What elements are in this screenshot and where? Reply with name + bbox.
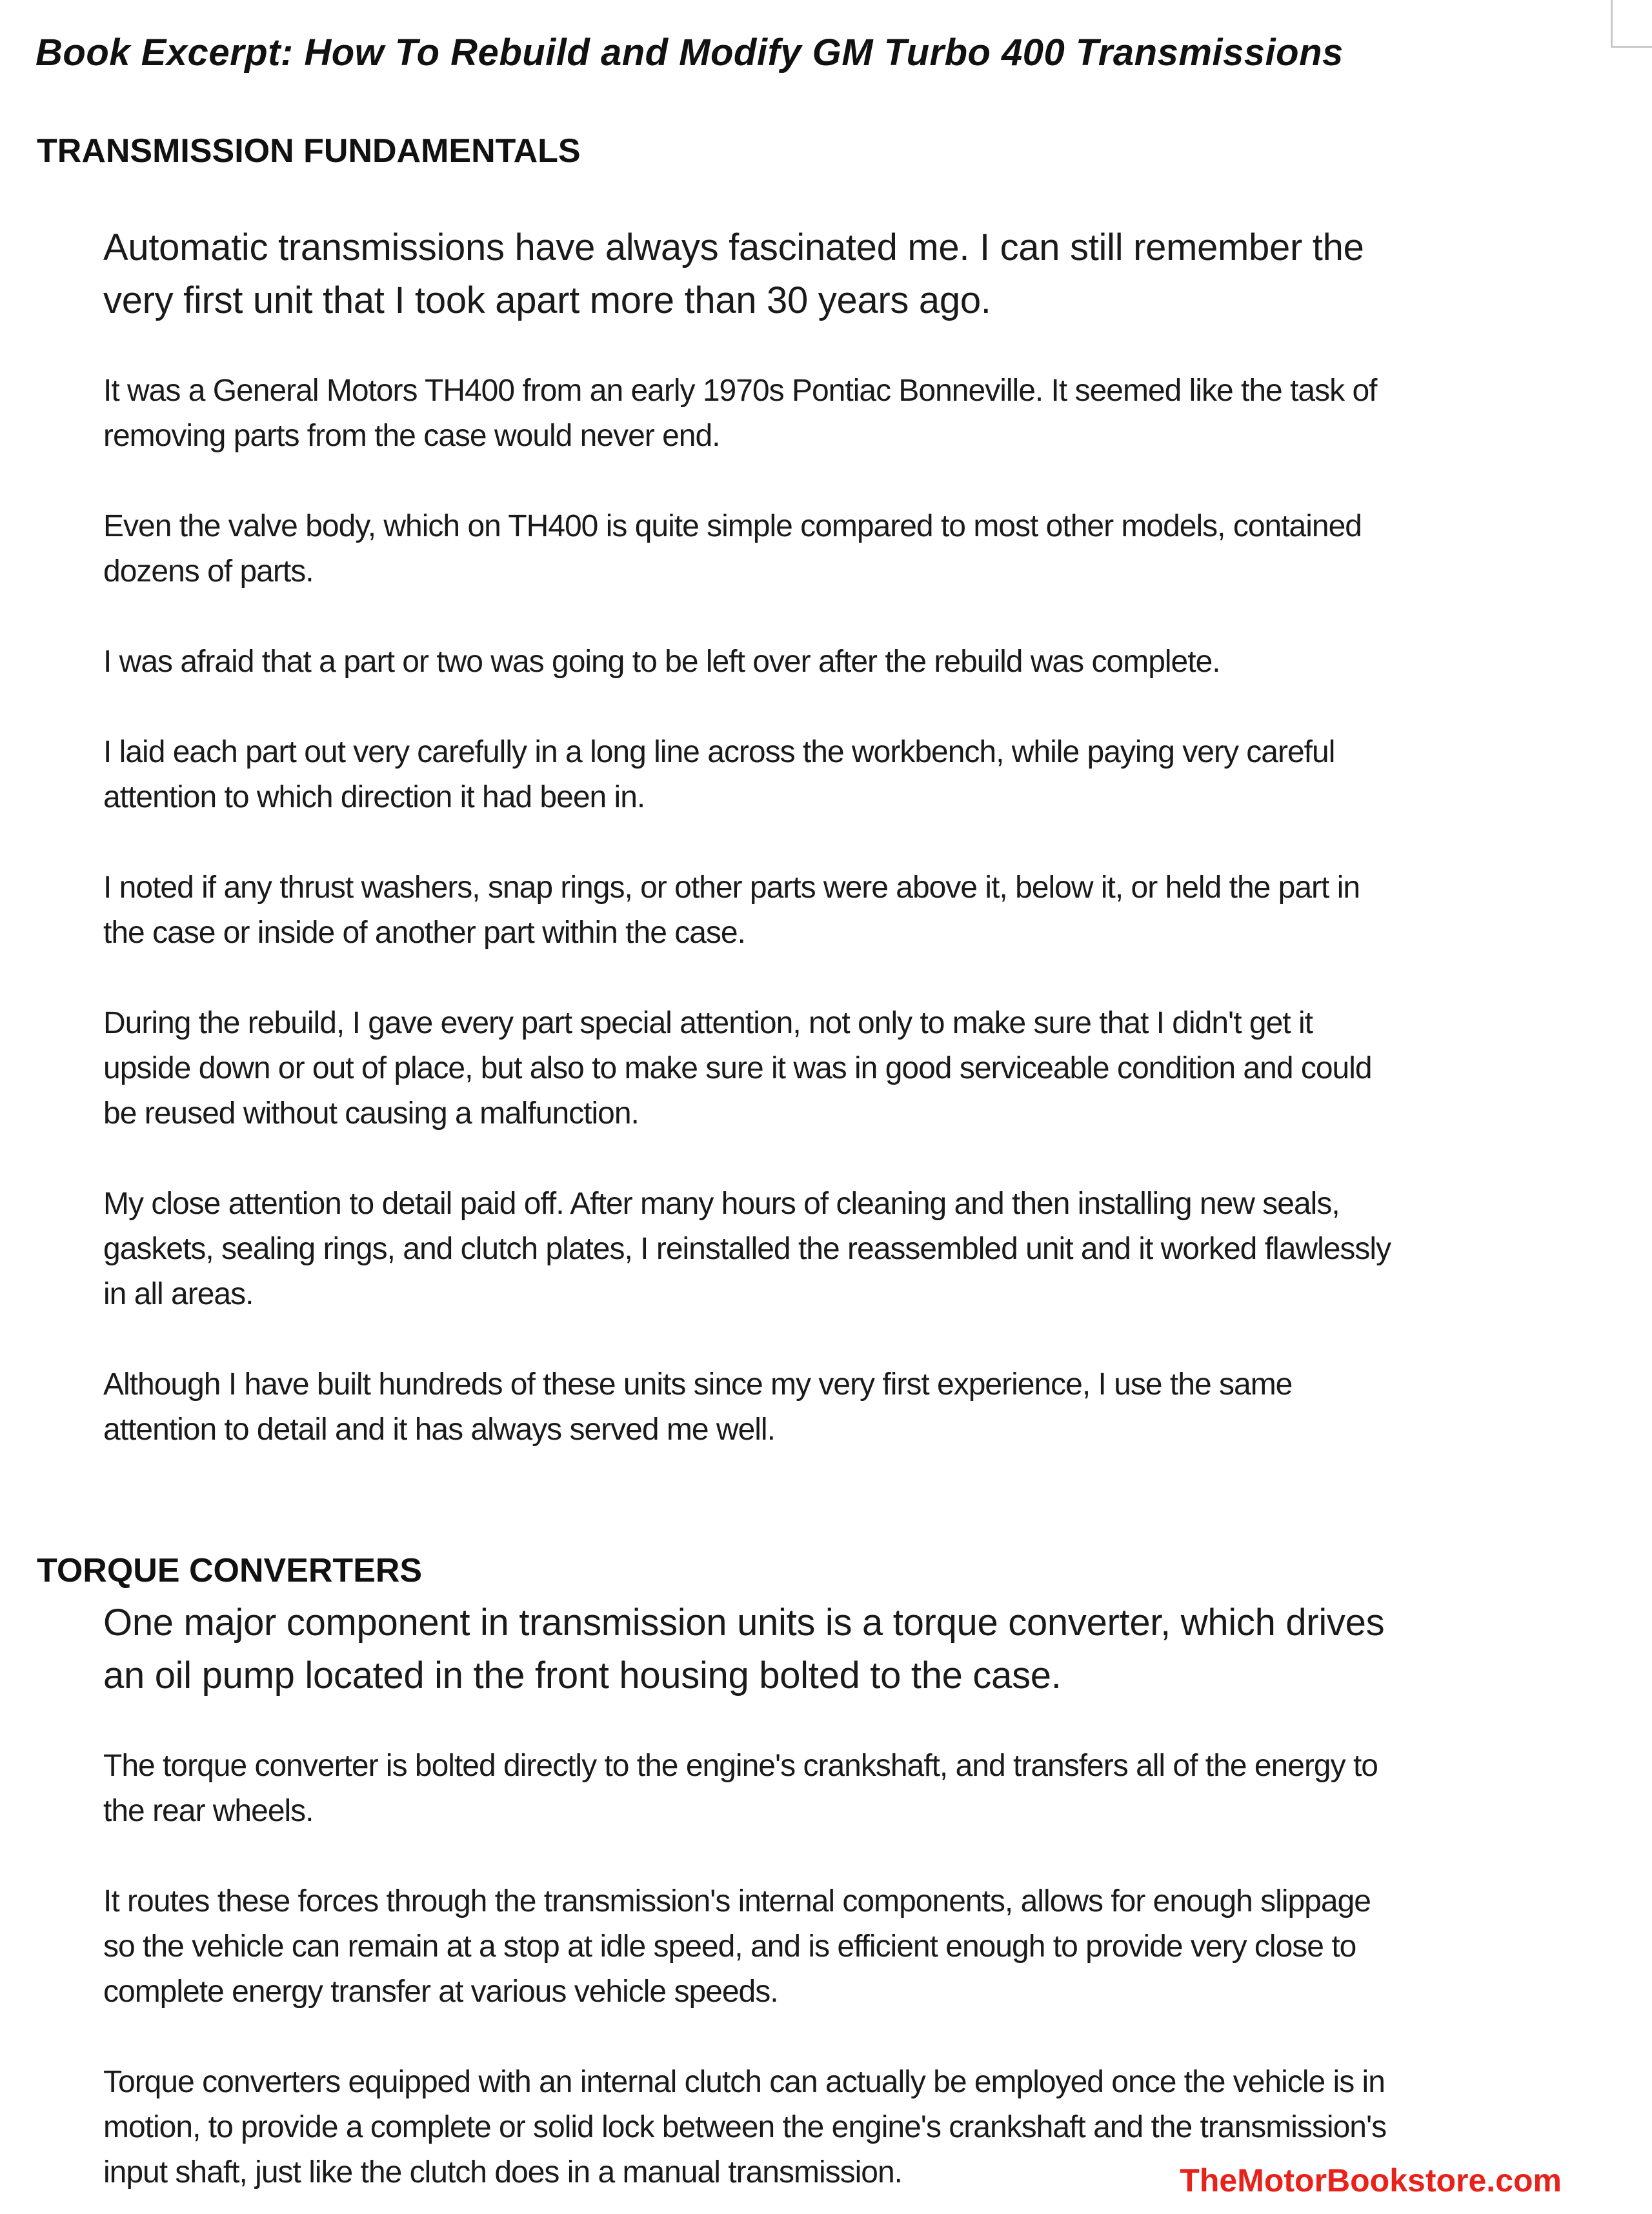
paragraph: Torque converters equipped with an internal clutch can actually be employed once the vehicle is in motion, to provide a complete or solid lock between the engine's crankshaft and the transmission's input shaft, just like the clutch does in a manual transmission. [103,2065,1387,2189]
paragraph: Although I have built hundreds of these units since my very first experience, I use the same attention to detail and it has always served me well. [103,1367,1293,1447]
paragraph: I laid each part out very carefully in a long line across the workbench, while paying very careful attention to which direction it had been in. [103,735,1335,814]
paragraph: It was a General Motors TH400 from an early 1970s Pontiac Bonneville. It seemed like the task of removing parts from the case would never end. [103,374,1377,453]
paragraph: Even the valve body, which on TH400 is quite simple compared to most other models, contained dozens of parts. [103,509,1362,589]
section-body-transmission-fundamentals [103,221,1400,1453]
watermark-site-name: TheMotorBookstore.com [1180,2162,1562,2199]
paragraph: I noted if any thrust washers, snap rings, or other parts were above it, below it, or held the part in the case or inside of another part within the case. [103,871,1360,950]
paragraph: The torque converter is bolted directly to the engine's crankshaft, and transfers all of the energy to the rear wheels. [103,1749,1378,1828]
section-heading-transmission-fundamentals: TRANSMISSION FUNDAMENTALS [37,132,581,170]
document-title: Book Excerpt: How To Rebuild and Modify GM Turbo 400 Transmissions [35,32,1344,74]
section-heading-torque-converters: TORQUE CONVERTERS [37,1552,423,1589]
paragraph: I was afraid that a part or two was going to be left over after the rebuild was complete. [103,645,1220,679]
paragraph: During the rebuild, I gave every part special attention, not only to make sure that I didn't get it upside down or out of place, but also to make sure it was in good serviceable condition and could be reused without causing a malfunction. [103,1006,1372,1131]
lead-paragraph: Automatic transmissions have always fascinated me. I can still remember the very first unit that I took apart more than 30 years ago. [103,226,1364,321]
lead-paragraph: One major component in transmission units is a torque converter, which drives an oil pump located in the front housing bolted to the case. [103,1602,1385,1696]
paragraph: My close attention to detail paid off. After many hours of cleaning and then installing new seals, gaskets, sealing rings, and clutch plates, I reinstalled the reassembled unit and it worked flawlessly in all areas. [103,1187,1391,1311]
paragraph: It routes these forces through the transmission's internal components, allows for enough slippage so the vehicle can remain at a stop at idle speed, and is efficient enough to provide very close to complete energy transfer at various vehicle speeds. [103,1884,1371,2009]
page-corner-marker [1611,0,1652,48]
section-body-torque-converters [103,1596,1400,2195]
